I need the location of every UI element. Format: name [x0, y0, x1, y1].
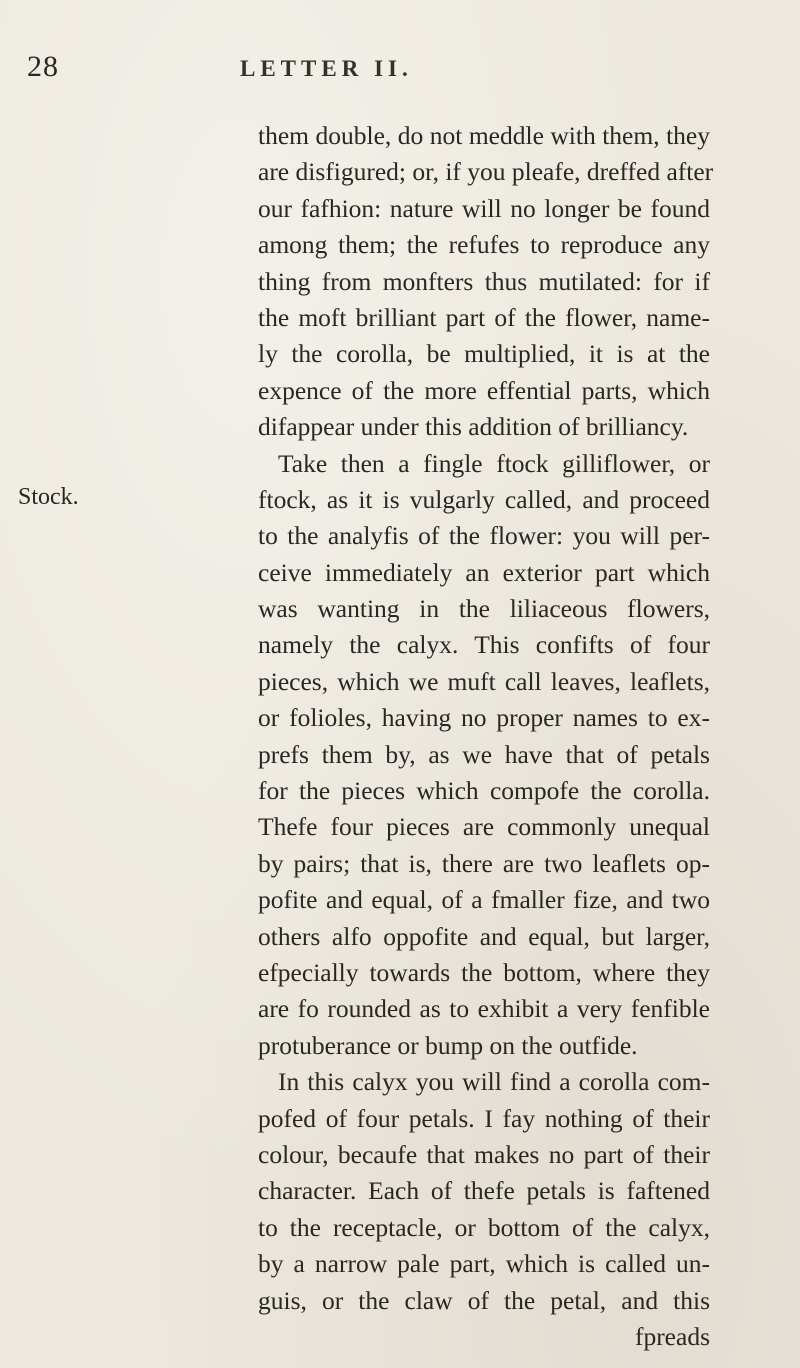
text-line: guis, or the claw of the petal, and this	[258, 1285, 710, 1315]
text-line: In this calyx you will find a corolla com-	[278, 1067, 710, 1097]
page-number: 28	[27, 50, 59, 83]
text-line: by a narrow pale part, which is called un-	[258, 1249, 710, 1279]
text-line: ly the corolla, be multiplied, it is at the	[258, 339, 710, 369]
text-line: character. Each of thefe petals is faftened	[258, 1176, 710, 1206]
text-line: difappear under this addition of brilliancy.	[258, 412, 689, 442]
text-line: ftock, as it is vulgarly called, and proceed	[258, 484, 710, 514]
body-text	[258, 118, 714, 1355]
text-line: others alfo oppofite and equal, but larger,	[258, 921, 710, 951]
text-line: pofite and equal, of a fmaller fize, and two	[258, 885, 710, 915]
text-line: pofed of four petals. I fay nothing of their	[258, 1103, 710, 1133]
text-line: pieces, which we muft call leaves, leaflets,	[258, 666, 710, 696]
text-line: for the pieces which compofe the corolla.	[258, 776, 710, 806]
text-line: efpecially towards the bottom, where they	[258, 957, 710, 987]
text-line: or folioles, having no proper names to ex-	[258, 703, 710, 733]
text-line: prefs them by, as we have that of petals	[258, 739, 710, 769]
text-line: our fafhion: nature will no longer be found	[258, 193, 710, 223]
text-line: was wanting in the liliaceous flowers,	[258, 594, 710, 624]
text-line: thing from monfters thus mutilated: for if	[258, 266, 710, 296]
text-line: protuberance or bump on the outfide.	[258, 1030, 638, 1060]
text-line: among them; the refufes to reproduce any	[258, 230, 710, 260]
text-line: to the analyfis of the flower: you will per-	[258, 521, 710, 551]
text-line: namely the calyx. This confifts of four	[258, 630, 710, 660]
text-line: ceive immediately an exterior part which	[258, 557, 710, 587]
text-line: Take then a fingle ftock gilliflower, or	[278, 448, 710, 478]
text-line: expence of the more effential parts, which	[258, 375, 710, 405]
catchword: fpreads	[634, 1321, 710, 1351]
text-line: to the receptacle, or bottom of the calyx,	[258, 1212, 710, 1242]
text-line: them double, do not meddle with them, they	[258, 121, 710, 150]
text-line: Thefe four pieces are commonly unequal	[258, 812, 710, 842]
text-line: are disfigured; or, if you pleafe, dreffed after	[258, 157, 714, 187]
text-line: by pairs; that is, there are two leaflets op-	[258, 848, 710, 878]
text-line: the moft brilliant part of the flower, name-	[258, 302, 710, 332]
text-line: are fo rounded as to exhibit a very fenfible	[258, 994, 710, 1024]
text-line: colour, becaufe that makes no part of their	[258, 1139, 710, 1169]
margin-note: Stock.	[18, 484, 79, 510]
running-head: LETTER II.	[240, 56, 413, 81]
